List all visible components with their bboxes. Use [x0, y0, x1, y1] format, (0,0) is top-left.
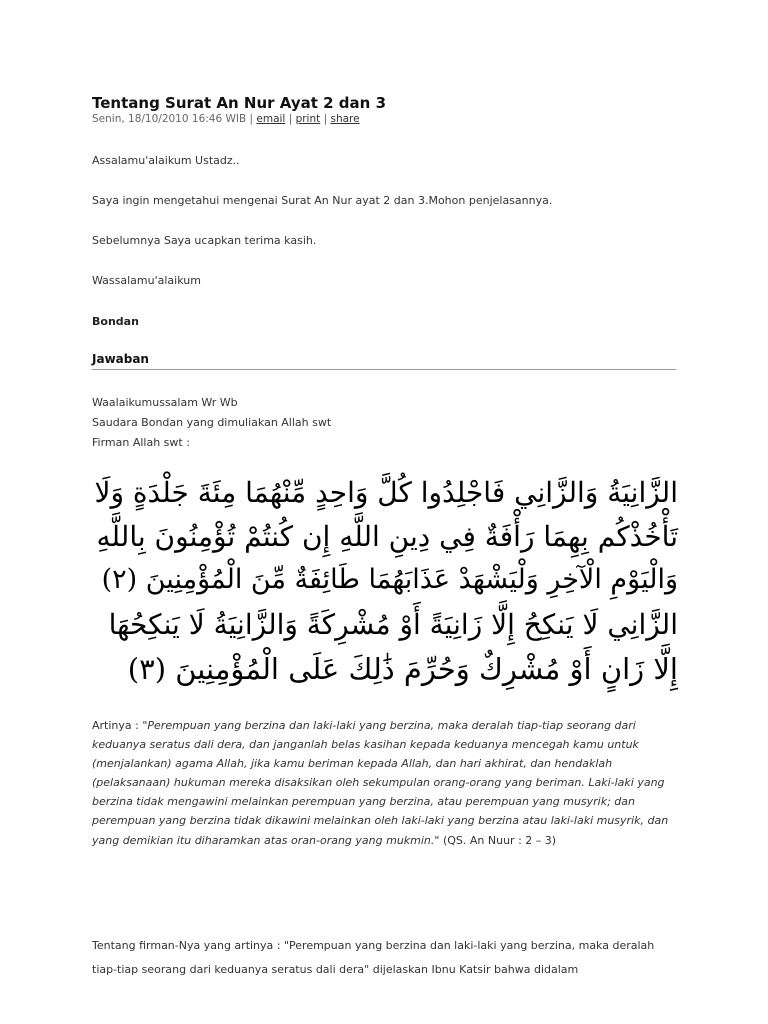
article-title: Tentang Surat An Nur Ayat 2 dan 3: [92, 94, 387, 112]
quran-verse-line: الزَّانِي لَا يَنكِحُ إِلَّا زَانِيَةً أَوْ مُشْرِكَةً وَالزَّانِيَةُ لَا يَنكِحُهَا: [108, 608, 678, 641]
question-body: Saya ingin mengetahui mengenai Surat An Nur ayat 2 dan 3.Mohon penjelasannya.: [92, 194, 553, 207]
quran-verse-line: الزَّانِيَةُ وَالزَّانِي فَاجْلِدُوا كُلَّ وَاحِدٍ مِّنْهُمَا مِئَةَ جَلْدَةٍ وَلَا: [94, 476, 678, 509]
question-greeting: Assalamu'alaikum Ustadz..: [92, 154, 240, 167]
share-link[interactable]: share: [330, 113, 360, 125]
answer-address: Saudara Bondan yang dimuliakan Allah swt: [92, 416, 332, 429]
article-date: Senin, 18/10/2010 16:46 WIB: [92, 113, 247, 125]
translation-text: Perempuan yang berzina dan laki-laki yang berzina, maka deralah tiap-tiap seorang dari keduanya seratus dali dera, dan janganlah belas kasihan kepada keduanya mencegah kamu untuk (menjalankan) agama Allah, jika kamu beriman kepada Allah, dan hari akhirat, dan hendaklah (pelaksanaan) hukuman mereka disaksikan oleh sekumpulan orang-orang yang beriman. Laki-laki yang berzina tidak mengawini melainkan perempuan yang berzina, atau perempuan yang musyrik; dan perempuan yang berzina tidak dikawini melainkan oleh laki-laki yang berzina atau laki-laki musyrik, dan yang demikian itu diharamkan atas oran-orang yang mukmin.: [92, 719, 669, 847]
answer-firman: Firman Allah swt :: [92, 436, 190, 449]
question-sender: Bondan: [92, 315, 139, 328]
quran-verse-line: تَأْخُذْكُم بِهِمَا رَأْفَةٌ فِي دِينِ اللَّهِ إِن كُنتُمْ تُؤْمِنُونَ بِاللَّهِ: [96, 520, 678, 553]
quran-verse-line: إِلَّا زَانٍ أَوْ مُشْرِكٌ وَحُرِّمَ ذَٰلِكَ عَلَى الْمُؤْمِنِينَ (٣): [127, 652, 678, 686]
question-closing: Wassalamu'alaikum: [92, 274, 201, 287]
print-link[interactable]: print: [295, 113, 321, 125]
verse-reference: " (QS. An Nuur : 2 – 3): [434, 833, 557, 847]
email-link[interactable]: email: [256, 113, 286, 125]
answer-greeting: Waalaikumussalam Wr Wb: [92, 396, 238, 409]
article-meta: Senin, 18/10/2010 16:46 WIB | email | print | share: [92, 113, 360, 125]
answer-heading: Jawaban: [92, 352, 149, 366]
explanation-paragraph: Tentang firman-Nya yang artinya : "Perempuan yang berzina dan laki-laki yang berzina, maka deralah tiap-tiap seorang dari keduanya seratus dali dera" dijelaskan Ibnu Katsir bahwa didalam: [92, 939, 655, 976]
translation-paragraph: Artinya : "Perempuan yang berzina dan laki-laki yang berzina, maka deralah tiap-tiap seorang dari keduanya seratus dali dera, dan janganlah belas kasihan kepada keduanya mencegah kamu untuk (menjalankan) agama Allah, jika kamu beriman kepada Allah, dan hari akhirat, dan hendaklah (pelaksanaan) hukuman mereka disaksikan oleh sekumpulan orang-orang yang beriman. Laki-laki yang berzina tidak mengawini melainkan perempuan yang berzina, atau perempuan yang musyrik; dan perempuan yang berzina tidak dikawini melainkan oleh laki-laki yang berzina atau laki-laki musyrik, dan yang demikian itu diharamkan atas oran-orang yang mukmin." (QS. An Nuur : 2 – 3): [92, 719, 669, 847]
question-thanks: Sebelumnya Saya ucapkan terima kasih.: [92, 234, 317, 247]
quran-verse-line: وَالْيَوْمِ الْآخِرِ وَلْيَشْهَدْ عَذَابَهُمَا طَائِفَةٌ مِّنَ الْمُؤْمِنِينَ (٢): [101, 564, 678, 595]
divider: [92, 369, 676, 370]
